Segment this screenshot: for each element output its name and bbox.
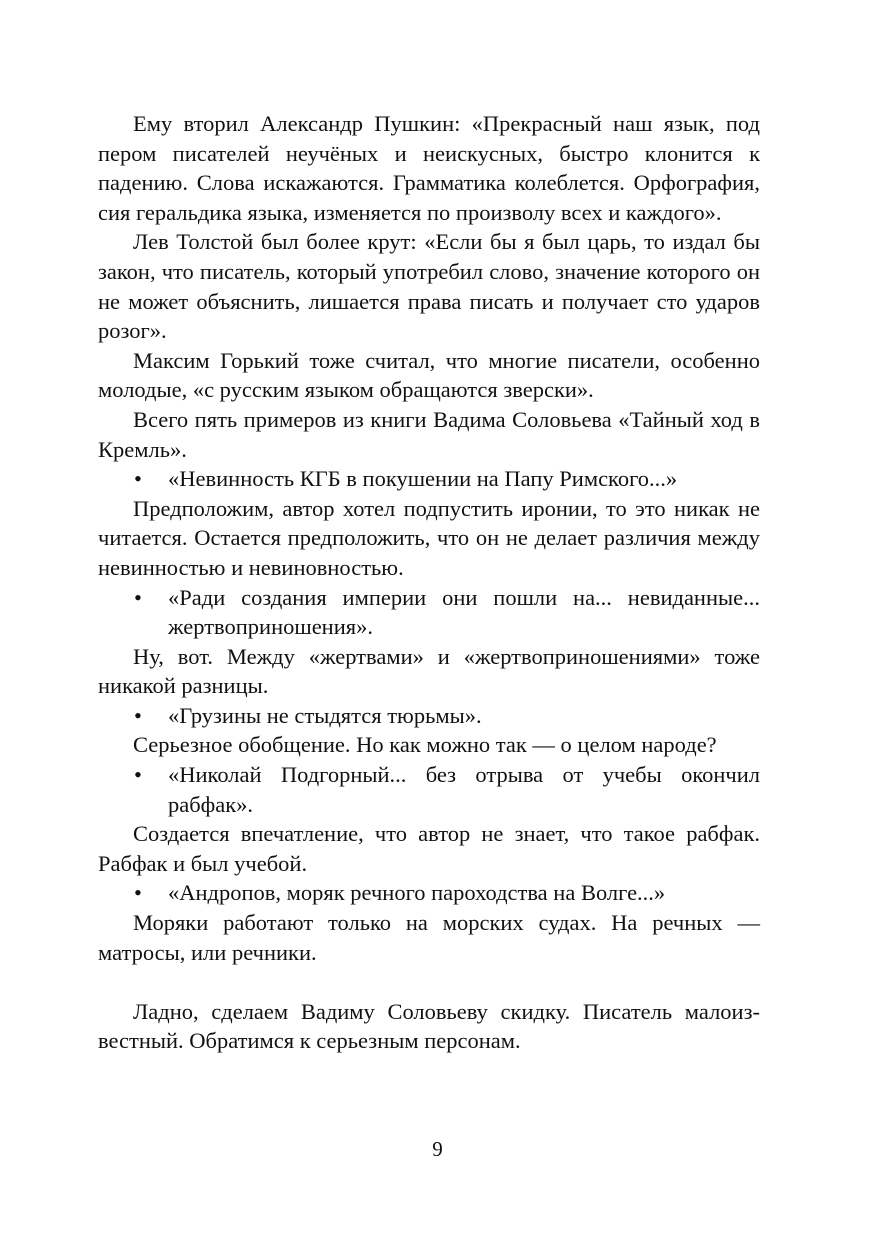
paragraph-commentary: Моряки работают только на морских судах. На речных — матросы, или речники. [98,910,760,965]
bullet-marker: • [134,702,142,728]
paragraph-tolstoy-quote: Лев Толстой был более крут: «Если бы я был царь, то издал бы закон, что писатель, который употребил слово, значение которого он не может объяснить, лишается права писать и получает сто ударов розог». [98,229,760,344]
bullet-text: «Грузины не стыдятся тюрьмы». [168,702,482,728]
bullet-item [98,583,760,642]
bullet-text: «Николай Подгорный... без отрыва от учебы окончил рабфак». [168,762,760,817]
page-body [98,109,760,1056]
bullet-marker: • [134,584,142,610]
bullet-text: «Невинность КГБ в покушении на Папу Римского...» [168,466,678,492]
paragraph-commentary: Предположим, автор хотел подпустить иронии, то это никак не читается. Остается предположить, что он не делает различия между невинностью и невиновностью. [98,495,760,580]
bullet-item [98,464,760,494]
paragraph-closing: Ладно, сделаем Вадиму Соловьеву скидку. Писатель малоизвестный. Обратимся к серьезным персонам. [98,998,760,1054]
paragraph-pushkin-quote: Ему вторил Александр Пушкин: «Прекрасный наш язык, под пером писателей неучёных и неискусных, быстро клонится к падению. Слова искажаются. Грамматика колеблется. Орфография, сия геральдика языка, изменяется по произволу всех и каждого». [98,111,760,225]
bullet-text: «Андропов, моряк речного пароходства на Волге...» [168,880,666,906]
page-number: 9 [432,1137,443,1161]
bullet-marker: • [134,762,142,788]
bullet-marker: • [134,466,142,492]
bullet-item [98,760,760,819]
bullet-item [98,878,760,908]
bullet-item [98,701,760,731]
paragraph-commentary: Серьезное обобщение. Но как можно так — о целом народе? [133,732,717,758]
bullet-text: «Ради создания империи они пошли на... невиданные... жертвоприношения». [168,584,760,640]
bullet-marker: • [134,880,142,906]
section-gap [98,967,760,997]
paragraph-commentary: Ну, вот. Между «жертвами» и «жертвоприношениями» тоже никакой разницы. [98,643,760,699]
paragraph-gorky-quote: Максим Горький тоже считал, что многие писатели, особенно молодые, «с русским языком обращаются зверски». [98,347,760,403]
paragraph-commentary: Создается впечатление, что автор не знает, что такое рабфак. Рабфак и был учебой. [98,821,760,876]
paragraph-five-examples: Всего пять примеров из книги Вадима Соловьева «Тайный ход в Кремль». [98,406,760,462]
